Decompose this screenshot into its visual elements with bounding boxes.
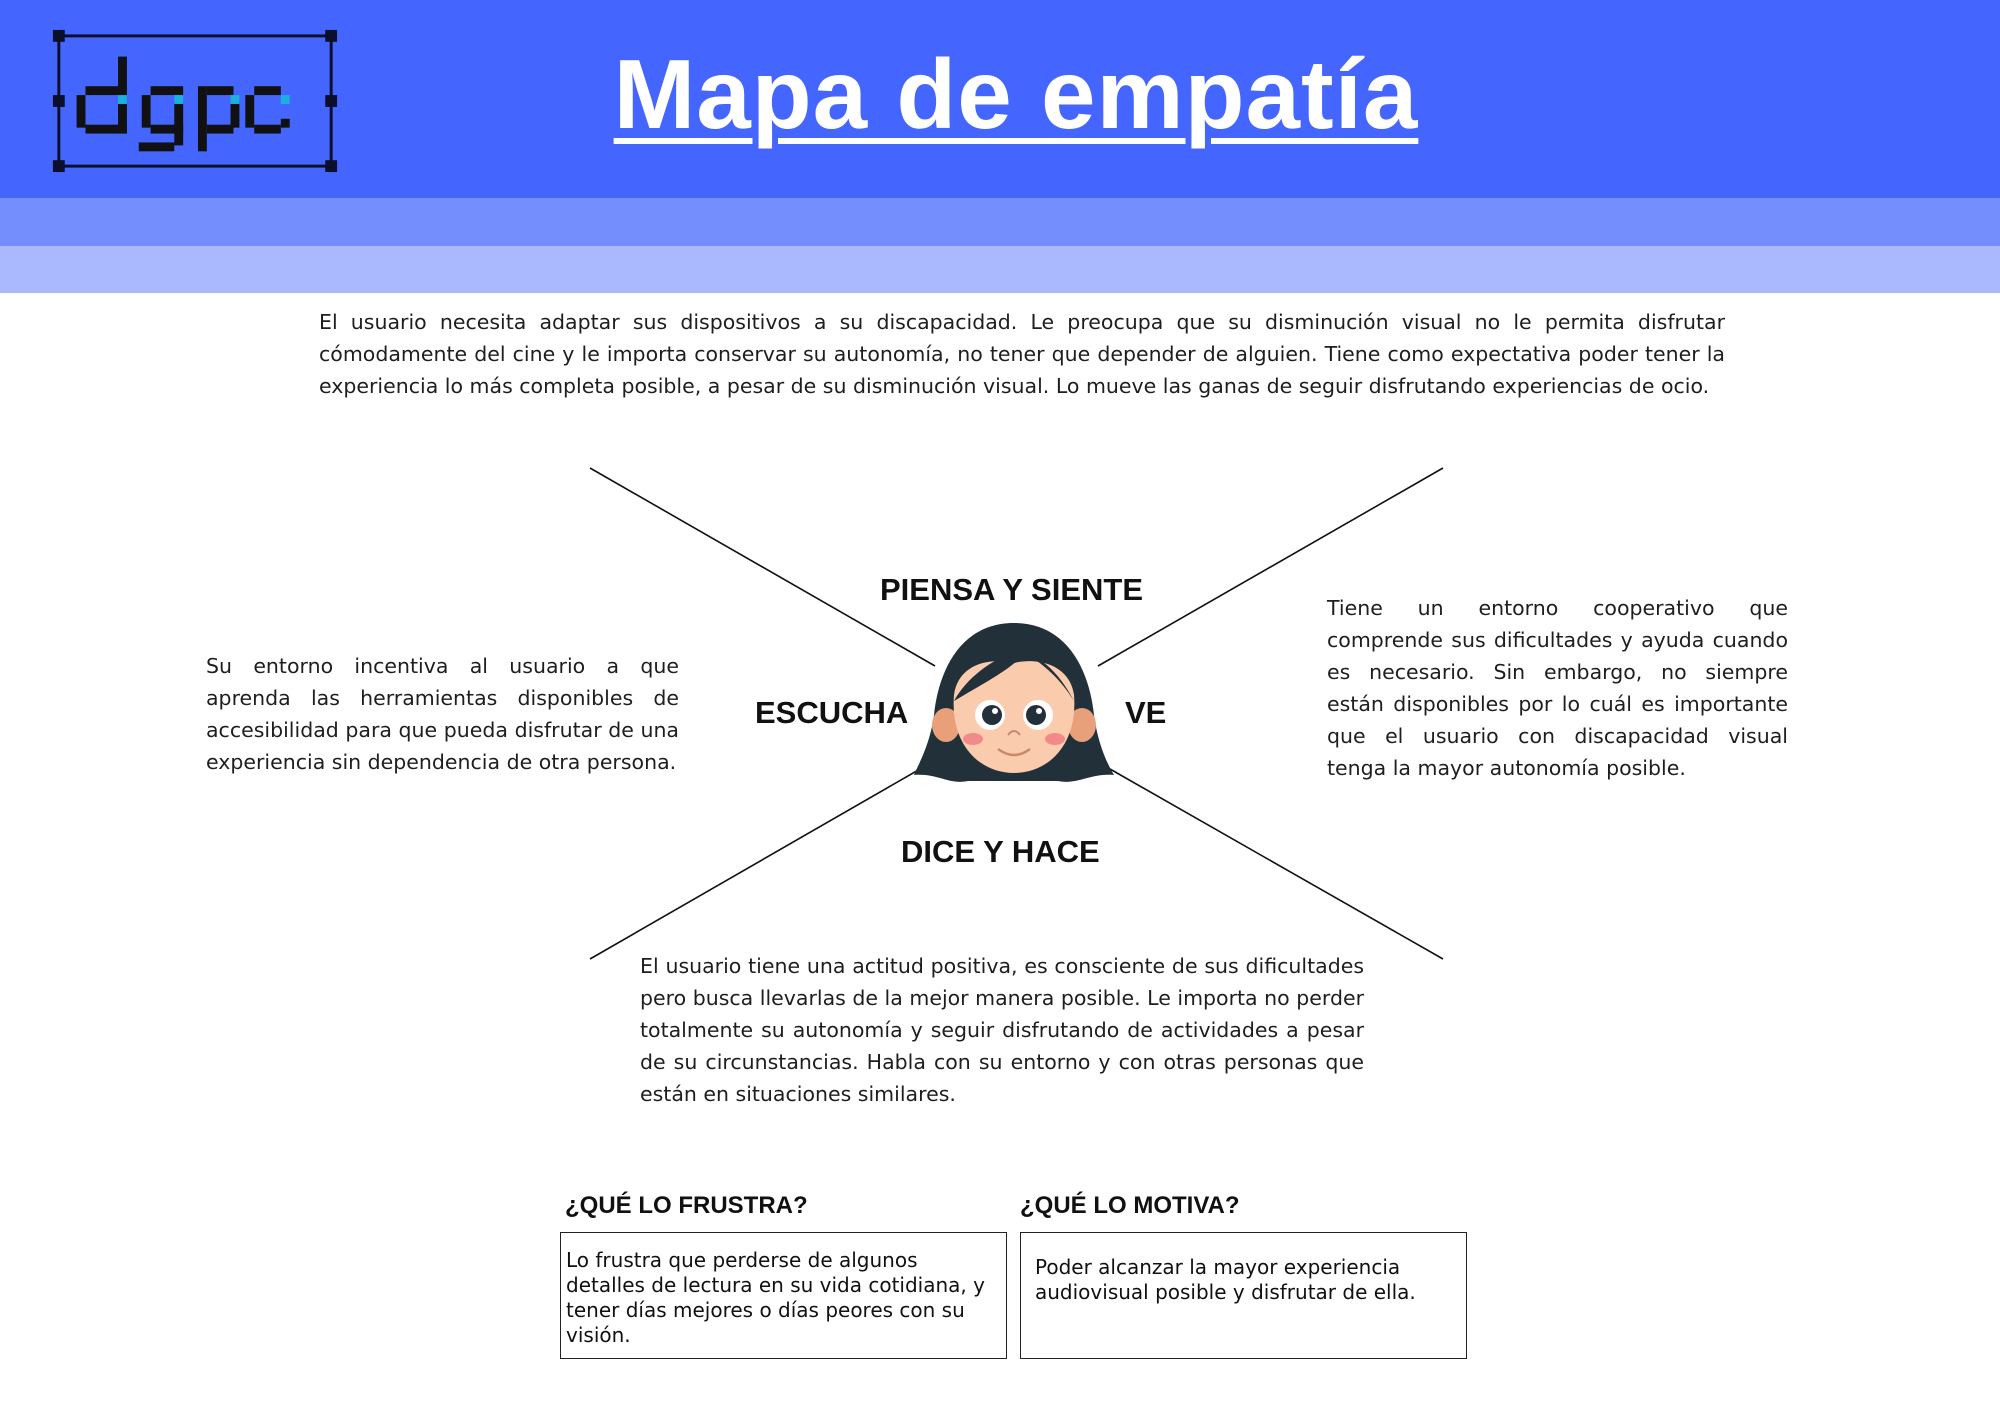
frustrations-heading: ¿QUÉ LO FRUSTRA? xyxy=(565,1192,808,1219)
line-top-left xyxy=(590,468,935,666)
label-thinks-feels: PIENSA Y SIENTE xyxy=(880,572,1144,607)
intro-paragraph: El usuario necesita adaptar sus dispositivos a su discapacidad. Le preocupa que su disminución visual no le permita disfrutar cómodamente del cine y le importa conservar su autonomía, no tener que depender de alguien. Tiene como expectativa poder tener la experiencia lo más completa posible, a pesar de su disminución visual. Lo mueve las ganas de seguir disfrutando experiencias de ocio. xyxy=(319,310,1725,398)
hears-text: Su entorno incentiva al usuario a que aprenda las herramientas disponibles de accesibilidad para que pueda disfrutar de una experiencia sin dependencia de otra persona. xyxy=(206,654,679,774)
motivations-box: Poder alcanzar la mayor experiencia audiovisual posible y disfrutar de ella. xyxy=(1020,1232,1467,1359)
says-text: El usuario tiene una actitud positiva, es consciente de sus dificultades pero busca llevarlas de la mejor manera posible. Le importa no perder totalmente su autonomía y seguir disfrutando de actividades a pesar de su circunstancias. Habla con su entorno y con otras personas que están en situaciones similares. xyxy=(640,954,1364,1106)
label-hears: ESCUCHA xyxy=(755,695,909,730)
line-bottom-right xyxy=(1103,765,1443,959)
girl-avatar-icon xyxy=(908,615,1120,787)
sees-text: Tiene un entorno cooperativo que comprende sus dificultades y ayuda cuando es necesario. Sin embargo, no siempre están disponibles por lo cuál es importante que el usuario con discapacidad visual tenga la mayor autonomía posible. xyxy=(1327,596,1788,780)
line-bottom-left xyxy=(590,765,927,959)
motivations-heading: ¿QUÉ LO MOTIVA? xyxy=(1020,1192,1240,1219)
label-says-does: DICE Y HACE xyxy=(901,834,1100,869)
label-sees: VE xyxy=(1125,695,1167,730)
frustrations-box: Lo frustra que perderse de algunos detalles de lectura en su vida cotidiana, y tener días mejores o días peores con su visión. xyxy=(560,1232,1007,1359)
page-title: Mapa de empatía xyxy=(613,39,1419,149)
